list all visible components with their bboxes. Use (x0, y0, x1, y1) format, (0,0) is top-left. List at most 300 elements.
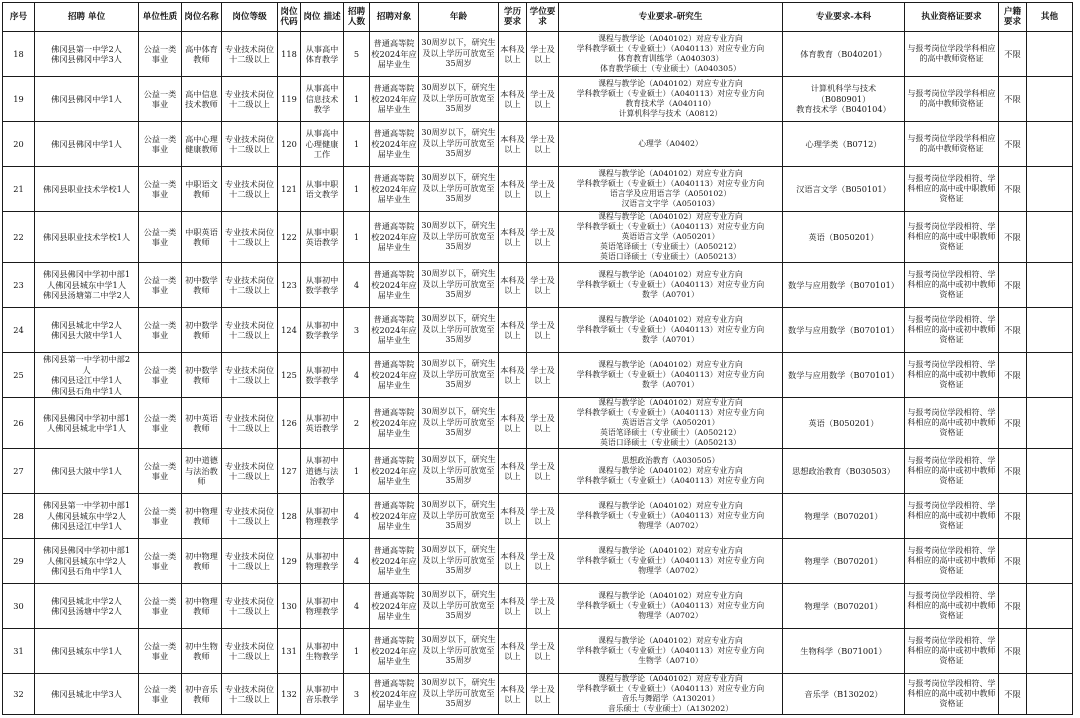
qualification-cert-cell: 与报考岗位学段学科相应的高中教师资格证 (905, 122, 999, 167)
recruit-target-cell: 普通高等院校2024年应届毕业生 (370, 122, 419, 167)
hukou-requirement-cell: 不限 (999, 32, 1027, 77)
age-requirement-cell: 30周岁以下，研究生及以上学历可放宽至35周岁 (419, 32, 499, 77)
unit-nature-cell: 公益一类事业 (139, 263, 182, 308)
unit-nature-cell: 公益一类事业 (139, 353, 182, 398)
employer-unit-cell (35, 449, 139, 494)
post-name-cell: 初中数学教师 (182, 263, 222, 308)
graduate-major-cell (559, 212, 783, 263)
cell-line: 佛冈县汤塘中学2人 (51, 606, 122, 616)
cell-line: 课程与教学论（A040102）对应专业方向 (598, 212, 743, 221)
post-code-cell: 119 (278, 77, 301, 122)
cell-line: 学科教学硕士（专业硕士）（A040113）对应专业方向 (576, 511, 765, 520)
hukou-requirement-cell: 不限 (999, 77, 1027, 122)
cell-line: 教育技术学（A040110） (625, 99, 716, 108)
cell-line: 佛冈县城北中学2人 (51, 319, 122, 330)
post-description-cell: 从事初中数学教学 (301, 353, 344, 398)
qualification-cert-cell: 与报考岗位学段相符、学科相应的高中或初中教师资格证 (905, 494, 999, 539)
degree-requirement-cell: 学士及以上 (527, 122, 559, 167)
graduate-major-cell (559, 308, 783, 353)
cell-line: 课程与教学论（A040102）对应专业方向 (598, 501, 743, 510)
cell-line: 人佛冈县城东中学2人 (47, 555, 126, 566)
table-row (3, 308, 1073, 353)
table-row (3, 77, 1073, 122)
post-code-cell: 132 (278, 674, 301, 715)
cell-line: 学科教学硕士（专业硕士）（A040113）对应专业方向 (576, 222, 765, 231)
other-requirement-cell (1027, 449, 1073, 494)
qualification-cert-cell: 与报考岗位学段相符、学科相应的高中或初中教师资格证 (905, 263, 999, 308)
age-requirement-cell: 30周岁以下，研究生及以上学历可放宽至35周岁 (419, 398, 499, 449)
cell-line: 学科教学硕士（专业硕士）（A040113）对应专业方向 (576, 89, 765, 98)
cell-line: 佛冈县第一中学初中部1 (42, 500, 131, 511)
table-row (3, 212, 1073, 263)
unit-nature-cell: 公益一类事业 (139, 212, 182, 263)
hire-count-cell: 4 (344, 539, 370, 584)
post-description-cell: 从事初中数学教学 (301, 263, 344, 308)
post-level-cell: 专业技术岗位十二级以上 (222, 539, 278, 584)
post-description-cell: 从事高中体育教学 (301, 32, 344, 77)
cell-line: 英语口译硕士（专业硕士）（A050213） (600, 438, 741, 447)
cell-line: 学科教学硕士（专业硕士）（A040113）对应专业方向 (576, 408, 765, 417)
graduate-major-cell (559, 77, 783, 122)
post-name-cell: 初中数学教师 (182, 353, 222, 398)
cell-line: 音乐与舞蹈学（A130201） (621, 694, 720, 703)
column-header: 序号 (3, 3, 35, 32)
post-level-cell: 专业技术岗位十二级以上 (222, 32, 278, 77)
cell-line: 佛冈县汤塘第二中学2人 (42, 290, 131, 301)
post-level-cell: 专业技术岗位十二级以上 (222, 263, 278, 308)
post-code-cell: 125 (278, 353, 301, 398)
post-code-cell: 121 (278, 167, 301, 212)
post-description-cell: 从事初中道德与法治教学 (301, 449, 344, 494)
graduate-major-cell (559, 122, 783, 167)
cell-line: 佛冈县佛冈中学初中部1 (42, 412, 131, 423)
undergraduate-major-cell: 心理学类（B0712） (783, 122, 905, 167)
hukou-requirement-cell: 不限 (999, 353, 1027, 398)
education-requirement-cell: 本科及以上 (499, 353, 527, 398)
education-requirement-cell: 本科及以上 (499, 32, 527, 77)
cell-line: 佛冈县迳江中学1人 (51, 375, 122, 385)
cell-line: 物理学（A0702） (638, 566, 703, 575)
post-code-cell: 130 (278, 584, 301, 629)
post-code-cell: 126 (278, 398, 301, 449)
cell-line: 课程与教学论（A040102）对应专业方向 (598, 636, 743, 645)
employer-unit-cell (35, 353, 139, 398)
hukou-requirement-cell: 不限 (999, 584, 1027, 629)
cell-line: 佛冈县佛冈中学初中部1 (42, 269, 131, 280)
age-requirement-cell: 30周岁以下，研究生及以上学历可放宽至35周岁 (419, 494, 499, 539)
education-requirement-cell: 本科及以上 (499, 674, 527, 715)
degree-requirement-cell: 学士及以上 (527, 77, 559, 122)
cell-line: 学科教学硕士（专业硕士）（A040113）对应专业方向 (576, 370, 765, 379)
hukou-requirement-cell: 不限 (999, 263, 1027, 308)
other-requirement-cell (1027, 584, 1073, 629)
degree-requirement-cell: 学士及以上 (527, 494, 559, 539)
other-requirement-cell (1027, 494, 1073, 539)
table-row (3, 449, 1073, 494)
row-number-cell: 26 (3, 398, 35, 449)
cell-line: 体育教学硕士（专业硕士）（A040305） (600, 64, 741, 73)
post-code-cell: 127 (278, 449, 301, 494)
post-name-cell: 中职英语教师 (182, 212, 222, 263)
row-number-cell: 18 (3, 32, 35, 77)
age-requirement-cell: 30周岁以下，研究生及以上学历可放宽至35周岁 (419, 674, 499, 715)
qualification-cert-cell: 与报考岗位学段相符、学科相应的高中或初中教师资格证 (905, 539, 999, 584)
post-description-cell: 从事高中信息技术教学 (301, 77, 344, 122)
other-requirement-cell (1027, 263, 1073, 308)
row-number-cell: 29 (3, 539, 35, 584)
cell-line: 体育教育训练学（A040303） (617, 54, 724, 63)
cell-line: 学科教学硕士（专业硕士）（A040113）对应专业方向 (576, 179, 765, 188)
hukou-requirement-cell: 不限 (999, 674, 1027, 715)
post-code-cell: 122 (278, 212, 301, 263)
recruit-target-cell: 普通高等院校2024年应届毕业生 (370, 398, 419, 449)
cell-line: 数学（A0701） (642, 380, 699, 389)
age-requirement-cell: 30周岁以下，研究生及以上学历可放宽至35周岁 (419, 584, 499, 629)
undergraduate-major-cell: 数学与应用数学（B070101） (783, 308, 905, 353)
post-description-cell: 从事初中物理教学 (301, 539, 344, 584)
column-header: 执业资格证要求 (905, 3, 999, 32)
degree-requirement-cell: 学士及以上 (527, 167, 559, 212)
cell-line: 佛冈县佛冈中学1人 (51, 138, 122, 149)
post-name-cell: 初中物理教师 (182, 494, 222, 539)
graduate-major-cell (559, 353, 783, 398)
cell-line: 学科教学硕士（专业硕士）（A040113）对应专业方向 (576, 684, 765, 693)
cell-line: 学科教学硕士（专业硕士）（A040113）对应专业方向 (576, 325, 765, 334)
cell-line: 数学（A0701） (642, 335, 699, 344)
degree-requirement-cell: 学士及以上 (527, 398, 559, 449)
degree-requirement-cell: 学士及以上 (527, 629, 559, 674)
table-row (3, 629, 1073, 674)
education-requirement-cell: 本科及以上 (499, 212, 527, 263)
age-requirement-cell: 30周岁以下，研究生及以上学历可放宽至35周岁 (419, 77, 499, 122)
post-name-cell: 初中物理教师 (182, 584, 222, 629)
cell-line: 物理学（A0702） (638, 611, 703, 620)
degree-requirement-cell: 学士及以上 (527, 32, 559, 77)
education-requirement-cell: 本科及以上 (499, 539, 527, 584)
cell-line: 佛冈县迳江中学1人 (51, 521, 122, 532)
cell-line: 汉语言文字学（A050103） (621, 199, 720, 208)
cell-line: 佛冈县第一中学2人 (51, 43, 122, 54)
cell-line: 佛冈县佛冈中学1人 (51, 93, 122, 104)
column-header: 岗位 描述 (301, 3, 344, 32)
unit-nature-cell: 公益一类事业 (139, 398, 182, 449)
qualification-cert-cell: 与报考岗位学段相符、学科相应的高中或初中教师资格证 (905, 449, 999, 494)
age-requirement-cell: 30周岁以下，研究生及以上学历可放宽至35周岁 (419, 353, 499, 398)
other-requirement-cell (1027, 353, 1073, 398)
header-row (3, 3, 1073, 32)
hukou-requirement-cell: 不限 (999, 539, 1027, 584)
employer-unit-cell (35, 539, 139, 584)
unit-nature-cell: 公益一类事业 (139, 77, 182, 122)
hukou-requirement-cell: 不限 (999, 212, 1027, 263)
column-header: 招聘 单位 (35, 3, 139, 32)
recruitment-table (2, 2, 1073, 715)
cell-line: 课程与教学论（A040102）对应专业方向 (598, 546, 743, 555)
table-row (3, 32, 1073, 77)
column-header: 学历要求 (499, 3, 527, 32)
unit-nature-cell: 公益一类事业 (139, 494, 182, 539)
undergraduate-major-cell: 计算机科学与技术（B080901） 教育技术学（B040104） (783, 77, 905, 122)
cell-line: 佛冈县城东中学1人 (51, 645, 122, 656)
table-row (3, 167, 1073, 212)
recruit-target-cell: 普通高等院校2024年应届毕业生 (370, 32, 419, 77)
column-header: 岗位名称 (182, 3, 222, 32)
hukou-requirement-cell: 不限 (999, 308, 1027, 353)
post-description-cell: 从事初中生物教学 (301, 629, 344, 674)
degree-requirement-cell: 学士及以上 (527, 584, 559, 629)
other-requirement-cell (1027, 32, 1073, 77)
cell-line: 人佛冈县城北中学1人 (47, 423, 126, 433)
other-requirement-cell (1027, 308, 1073, 353)
qualification-cert-cell: 与报考岗位学段相符、学科相应的高中或初中教师资格证 (905, 674, 999, 715)
post-level-cell: 专业技术岗位十二级以上 (222, 353, 278, 398)
cell-line: 英语笔译硕士（专业硕士）（A050212） (600, 428, 741, 437)
table-row (3, 122, 1073, 167)
cell-line: 课程与教学论（A040102）对应专业方向 (598, 34, 743, 43)
post-level-cell: 专业技术岗位十二级以上 (222, 212, 278, 263)
hukou-requirement-cell: 不限 (999, 449, 1027, 494)
cell-line: 课程与教学论（A040102）对应专业方向 (598, 169, 743, 178)
age-requirement-cell: 30周岁以下，研究生及以上学历可放宽至35周岁 (419, 308, 499, 353)
hukou-requirement-cell: 不限 (999, 167, 1027, 212)
qualification-cert-cell: 与报考岗位学段学科相应的高中教师资格证 (905, 77, 999, 122)
unit-nature-cell: 公益一类事业 (139, 32, 182, 77)
cell-line: 佛冈县第一中学初中部2 (42, 354, 131, 364)
graduate-major-cell (559, 629, 783, 674)
row-number-cell: 20 (3, 122, 35, 167)
post-level-cell: 专业技术岗位十二级以上 (222, 629, 278, 674)
undergraduate-major-cell: 物理学（B070201） (783, 584, 905, 629)
cell-line: 英语笔译硕士（专业硕士）（A050212） (600, 242, 741, 251)
recruit-target-cell: 普通高等院校2024年应届毕业生 (370, 263, 419, 308)
post-code-cell: 123 (278, 263, 301, 308)
post-description-cell: 从事初中音乐教学 (301, 674, 344, 715)
post-level-cell: 专业技术岗位十二级以上 (222, 77, 278, 122)
education-requirement-cell: 本科及以上 (499, 77, 527, 122)
unit-nature-cell: 公益一类事业 (139, 674, 182, 715)
hukou-requirement-cell: 不限 (999, 629, 1027, 674)
graduate-major-cell (559, 32, 783, 77)
recruit-target-cell: 普通高等院校2024年应届毕业生 (370, 308, 419, 353)
post-description-cell: 从事初中数学教学 (301, 308, 344, 353)
table-row (3, 674, 1073, 715)
cell-line: 生物学（A0710） (638, 656, 703, 665)
graduate-major-cell (559, 584, 783, 629)
cell-line: 学科教学硕士（专业硕士）（A040113）对应专业方向 (576, 280, 765, 289)
cell-line: 课程与教学论（A040102）对应专业方向 (598, 79, 743, 88)
post-name-cell: 初中物理教师 (182, 539, 222, 584)
column-header: 岗位等级 (222, 3, 278, 32)
row-number-cell: 25 (3, 353, 35, 398)
post-name-cell: 初中英语教师 (182, 398, 222, 449)
row-number-cell: 27 (3, 449, 35, 494)
undergraduate-major-cell: 体育教育（B040201） (783, 32, 905, 77)
post-code-cell: 120 (278, 122, 301, 167)
education-requirement-cell: 本科及以上 (499, 167, 527, 212)
undergraduate-major-cell: 物理学（B070201） (783, 494, 905, 539)
age-requirement-cell: 30周岁以下，研究生及以上学历可放宽至35周岁 (419, 167, 499, 212)
column-header: 岗位代码 (278, 3, 301, 32)
cell-line: 佛冈县石角中学1人 (51, 566, 122, 577)
age-requirement-cell: 30周岁以下，研究生及以上学历可放宽至35周岁 (419, 539, 499, 584)
cell-line: 思想政治教育（A030505） (621, 456, 720, 465)
undergraduate-major-cell: 数学与应用数学（B070101） (783, 353, 905, 398)
cell-line: 物理学（A0702） (638, 521, 703, 530)
row-number-cell: 21 (3, 167, 35, 212)
degree-requirement-cell: 学士及以上 (527, 449, 559, 494)
cell-line: 课程与教学论（A040102）对应专业方向 (598, 398, 743, 407)
degree-requirement-cell: 学士及以上 (527, 308, 559, 353)
cell-line: 课程与教学论（A040102）对应专业方向 (598, 270, 743, 279)
cell-line: 人佛冈县城东中学2人 (47, 510, 126, 521)
hire-count-cell: 5 (344, 32, 370, 77)
cell-line: 佛冈县大陂中学1人 (51, 330, 122, 340)
hire-count-cell: 4 (344, 584, 370, 629)
post-name-cell: 初中生物教师 (182, 629, 222, 674)
post-level-cell: 专业技术岗位十二级以上 (222, 122, 278, 167)
graduate-major-cell (559, 449, 783, 494)
cell-line: 佛冈县佛冈中学3人 (51, 54, 122, 64)
hire-count-cell: 1 (344, 449, 370, 494)
unit-nature-cell: 公益一类事业 (139, 539, 182, 584)
table-row (3, 353, 1073, 398)
cell-line: 佛冈县石角中学1人 (51, 385, 122, 396)
cell-line: 数学（A0701） (642, 290, 699, 299)
post-description-cell: 从事中职英语教学 (301, 212, 344, 263)
hire-count-cell: 1 (344, 77, 370, 122)
recruit-target-cell: 普通高等院校2024年应届毕业生 (370, 674, 419, 715)
undergraduate-major-cell: 英语（B050201） (783, 212, 905, 263)
undergraduate-major-cell: 物理学（B070201） (783, 539, 905, 584)
row-number-cell: 19 (3, 77, 35, 122)
row-number-cell: 32 (3, 674, 35, 715)
qualification-cert-cell: 与报考岗位学段相符、学科相应的高中或初中教师资格证 (905, 308, 999, 353)
education-requirement-cell: 本科及以上 (499, 308, 527, 353)
column-header: 学位要求 (527, 3, 559, 32)
cell-line: 心理学（A0402） (638, 139, 703, 148)
degree-requirement-cell: 学士及以上 (527, 212, 559, 263)
row-number-cell: 28 (3, 494, 35, 539)
unit-nature-cell: 公益一类事业 (139, 122, 182, 167)
cell-line: 课程与教学论（A040102）对应专业方向 (598, 315, 743, 324)
age-requirement-cell: 30周岁以下，研究生及以上学历可放宽至35周岁 (419, 122, 499, 167)
recruitment-table-sheet (2, 2, 1073, 715)
cell-line: 学科教学硕士（专业硕士）（A040113）对应专业方向 (576, 601, 765, 610)
hire-count-cell: 1 (344, 629, 370, 674)
education-requirement-cell: 本科及以上 (499, 449, 527, 494)
hukou-requirement-cell: 不限 (999, 398, 1027, 449)
cell-line: 英语口译硕士（专业硕士）（A050213） (600, 252, 741, 261)
hire-count-cell: 4 (344, 353, 370, 398)
table-row (3, 584, 1073, 629)
other-requirement-cell (1027, 398, 1073, 449)
cell-line: 课程与教学论（A040102）对应专业方向 (598, 466, 743, 475)
cell-line: 学科教学硕士（专业硕士）（A040113）对应专业方向 (576, 556, 765, 565)
undergraduate-major-cell: 英语（B050201） (783, 398, 905, 449)
employer-unit-cell (35, 122, 139, 167)
undergraduate-major-cell: 音乐学（B130202） (783, 674, 905, 715)
post-name-cell: 初中音乐教师 (182, 674, 222, 715)
unit-nature-cell: 公益一类事业 (139, 584, 182, 629)
post-level-cell: 专业技术岗位十二级以上 (222, 308, 278, 353)
degree-requirement-cell: 学士及以上 (527, 353, 559, 398)
cell-line: 人 (82, 364, 91, 375)
post-description-cell: 从事初中物理教学 (301, 494, 344, 539)
education-requirement-cell: 本科及以上 (499, 629, 527, 674)
age-requirement-cell: 30周岁以下，研究生及以上学历可放宽至35周岁 (419, 629, 499, 674)
post-level-cell: 专业技术岗位十二级以上 (222, 494, 278, 539)
employer-unit-cell (35, 77, 139, 122)
post-description-cell: 从事高中心理健康工作 (301, 122, 344, 167)
employer-unit-cell (35, 674, 139, 715)
cell-line: 英语语言文学（A050201） (621, 418, 720, 427)
degree-requirement-cell: 学士及以上 (527, 539, 559, 584)
column-header: 其他 (1027, 3, 1073, 32)
degree-requirement-cell: 学士及以上 (527, 674, 559, 715)
hukou-requirement-cell: 不限 (999, 494, 1027, 539)
cell-line: 佛冈县城北中学3人 (51, 688, 122, 699)
cell-line: 佛冈县佛冈中学初中部1 (42, 545, 131, 556)
hire-count-cell: 3 (344, 308, 370, 353)
employer-unit-cell (35, 212, 139, 263)
graduate-major-cell (559, 263, 783, 308)
undergraduate-major-cell: 汉语言文学（B050101） (783, 167, 905, 212)
hire-count-cell: 2 (344, 398, 370, 449)
recruit-target-cell: 普通高等院校2024年应届毕业生 (370, 353, 419, 398)
hire-count-cell: 3 (344, 674, 370, 715)
column-header: 招聘对象 (370, 3, 419, 32)
age-requirement-cell: 30周岁以下，研究生及以上学历可放宽至35周岁 (419, 212, 499, 263)
post-level-cell: 专业技术岗位十二级以上 (222, 449, 278, 494)
cell-line: 佛冈县大陂中学1人 (51, 465, 122, 476)
post-name-cell: 高中心理健康教师 (182, 122, 222, 167)
qualification-cert-cell: 与报考岗位学段相符、学科相应的高中或初中教师资格证 (905, 629, 999, 674)
post-level-cell: 专业技术岗位十二级以上 (222, 398, 278, 449)
post-code-cell: 124 (278, 308, 301, 353)
cell-line: 学科教学硕士（专业硕士）（A040113）对应专业方向 (576, 476, 765, 485)
post-level-cell: 专业技术岗位十二级以上 (222, 584, 278, 629)
graduate-major-cell (559, 674, 783, 715)
cell-line: 课程与教学论（A040102）对应专业方向 (598, 360, 743, 369)
unit-nature-cell: 公益一类事业 (139, 449, 182, 494)
column-header: 专业要求-研究生 (559, 3, 783, 32)
row-number-cell: 22 (3, 212, 35, 263)
qualification-cert-cell: 与报考岗位学段相符、学科相应的高中或初中教师资格证 (905, 353, 999, 398)
post-name-cell: 中职语文教师 (182, 167, 222, 212)
cell-line: 计算机科学与技术（A0812） (618, 109, 723, 118)
post-code-cell: 118 (278, 32, 301, 77)
column-header: 单位性质 (139, 3, 182, 32)
row-number-cell: 30 (3, 584, 35, 629)
degree-requirement-cell: 学士及以上 (527, 263, 559, 308)
table-header (3, 3, 1073, 32)
hire-count-cell: 4 (344, 494, 370, 539)
cell-line: 人佛冈县城东中学1人 (47, 279, 126, 290)
row-number-cell: 31 (3, 629, 35, 674)
recruit-target-cell: 普通高等院校2024年应届毕业生 (370, 167, 419, 212)
employer-unit-cell (35, 494, 139, 539)
recruit-target-cell: 普通高等院校2024年应届毕业生 (370, 77, 419, 122)
recruit-target-cell: 普通高等院校2024年应届毕业生 (370, 539, 419, 584)
employer-unit-cell (35, 167, 139, 212)
graduate-major-cell (559, 539, 783, 584)
hukou-requirement-cell: 不限 (999, 122, 1027, 167)
cell-line: 语言学及应用语言学（A050102） (609, 189, 732, 198)
hire-count-cell: 1 (344, 122, 370, 167)
cell-line: 英语语言文学（A050201） (621, 232, 720, 241)
other-requirement-cell (1027, 212, 1073, 263)
table-body (3, 32, 1073, 715)
